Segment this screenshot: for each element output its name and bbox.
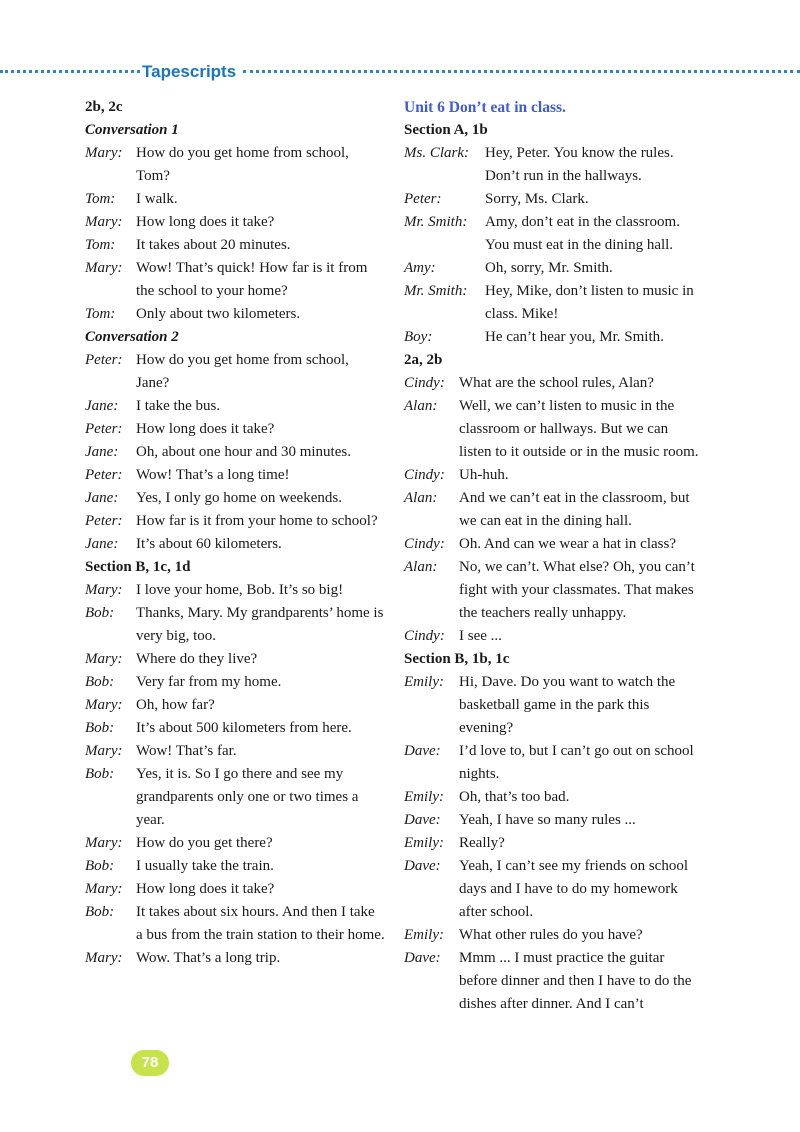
speaker-name: Bob:	[85, 674, 115, 690]
dialogue-text: It takes about 20 minutes.	[136, 237, 291, 253]
speaker-name: Mary:	[85, 950, 123, 966]
speaker-name: Emily:	[404, 835, 444, 851]
dialogue-line	[85, 740, 385, 763]
dialogue-line	[404, 924, 704, 947]
dialogue-line	[404, 671, 704, 740]
dialogue-text: Sorry, Ms. Clark.	[485, 191, 589, 207]
dialogue-line	[404, 257, 704, 280]
page-header	[0, 60, 800, 84]
dialogue-line	[85, 464, 385, 487]
speaker-name: Cindy:	[404, 628, 445, 644]
dialogue-line	[85, 694, 385, 717]
dialogue-line	[404, 786, 704, 809]
dialogue-text: Yes, it is. So I go there and see my grandparents only one or two times a year.	[136, 766, 359, 828]
dialogue-line	[85, 211, 385, 234]
speaker-name: Peter:	[85, 467, 123, 483]
dialogue-text: Really?	[459, 835, 505, 851]
part-2-title: 2a, 2b	[404, 352, 443, 368]
left-column	[85, 96, 385, 970]
dialogue-line	[85, 832, 385, 855]
section-b-title-right: Section B, 1b, 1c	[404, 651, 510, 667]
speaker-name: Emily:	[404, 927, 444, 943]
speaker-name: Ms. Clark:	[404, 145, 469, 161]
dialogue-text: How long does it take?	[136, 421, 275, 437]
speaker-name: Bob:	[85, 904, 115, 920]
dialogue-line	[85, 671, 385, 694]
speaker-name: Peter:	[85, 352, 123, 368]
part-2-dialogue	[404, 372, 704, 648]
section-a-title: Section A, 1b	[404, 122, 488, 138]
unit-title: Unit 6 Don’t eat in class.	[404, 99, 566, 116]
dialogue-line	[85, 648, 385, 671]
speaker-name: Bob:	[85, 605, 115, 621]
dialogue-text: Well, we can’t listen to music in the classroom or hallways. But we can listen to it outside or in the music room.	[459, 398, 699, 460]
dialogue-text: Where do they live?	[136, 651, 258, 667]
speaker-name: Peter:	[404, 191, 442, 207]
section-b-dialogue	[85, 579, 385, 970]
header-dots-right	[243, 70, 800, 73]
dialogue-line	[85, 234, 385, 257]
speaker-name: Cindy:	[404, 375, 445, 391]
page-number-badge: 78	[131, 1050, 169, 1076]
dialogue-line	[85, 901, 385, 947]
speaker-name: Emily:	[404, 789, 444, 805]
dialogue-line	[85, 418, 385, 441]
dialogue-line	[85, 303, 385, 326]
dialogue-text: Yes, I only go home on weekends.	[136, 490, 342, 506]
dialogue-line	[85, 487, 385, 510]
dialogue-text: Uh-huh.	[459, 467, 509, 483]
dialogue-text: What other rules do you have?	[459, 927, 643, 943]
dialogue-line	[85, 349, 385, 395]
speaker-name: Peter:	[85, 421, 123, 437]
conversation-1	[85, 142, 385, 326]
dialogue-line	[85, 947, 385, 970]
dialogue-text: Oh, sorry, Mr. Smith.	[485, 260, 613, 276]
speaker-name: Dave:	[404, 812, 441, 828]
dialogue-text: Yeah, I can’t see my friends on school days and I have to do my homework after school.	[459, 858, 688, 920]
dialogue-line	[85, 142, 385, 188]
speaker-name: Mary:	[85, 260, 123, 276]
speaker-name: Boy:	[404, 329, 433, 345]
dialogue-text: Mmm ... I must practice the guitar before dinner and then I have to do the dishes after dinner. And I can’t	[459, 950, 692, 1012]
dialogue-line	[85, 441, 385, 464]
dialogue-text: How do you get there?	[136, 835, 273, 851]
dialogue-text: How do you get home from school, Jane?	[136, 352, 349, 391]
dialogue-line	[404, 740, 704, 786]
dialogue-text: Oh. And can we wear a hat in class?	[459, 536, 677, 552]
dialogue-line	[404, 556, 704, 625]
speaker-name: Mary:	[85, 214, 123, 230]
conversation-1-title: Conversation 1	[85, 122, 179, 138]
speaker-name: Cindy:	[404, 536, 445, 552]
speaker-name: Dave:	[404, 743, 441, 759]
speaker-name: Amy:	[404, 260, 436, 276]
speaker-name: Tom:	[85, 237, 116, 253]
speaker-name: Jane:	[85, 444, 119, 460]
dialogue-text: How long does it take?	[136, 214, 275, 230]
speaker-name: Tom:	[85, 306, 116, 322]
speaker-name: Bob:	[85, 858, 115, 874]
dialogue-text: What are the school rules, Alan?	[459, 375, 654, 391]
speaker-name: Mary:	[85, 145, 123, 161]
dialogue-line	[85, 763, 385, 832]
dialogue-line	[85, 855, 385, 878]
speaker-name: Jane:	[85, 536, 119, 552]
dialogue-text: Yeah, I have so many rules ...	[459, 812, 636, 828]
dialogue-text: He can’t hear you, Mr. Smith.	[485, 329, 664, 345]
dialogue-line	[404, 855, 704, 924]
dialogue-text: How far is it from your home to school?	[136, 513, 378, 529]
dialogue-text: I walk.	[136, 191, 178, 207]
section-heading: 2b, 2c	[85, 99, 123, 115]
dialogue-text: I usually take the train.	[136, 858, 274, 874]
speaker-name: Mary:	[85, 697, 123, 713]
speaker-name: Peter:	[85, 513, 123, 529]
dialogue-text: Amy, don’t eat in the classroom. You must eat in the dining hall.	[485, 214, 680, 253]
dialogue-line	[404, 280, 704, 326]
dialogue-line	[404, 142, 704, 188]
speaker-name: Mr. Smith:	[404, 214, 468, 230]
dialogue-line	[85, 579, 385, 602]
dialogue-line	[85, 510, 385, 533]
dialogue-text: And we can’t eat in the classroom, but we can eat in the dining hall.	[459, 490, 690, 529]
speaker-name: Mary:	[85, 881, 123, 897]
dialogue-line	[404, 464, 704, 487]
dialogue-line	[404, 533, 704, 556]
speaker-name: Mary:	[85, 651, 123, 667]
right-column	[404, 96, 704, 1016]
conversation-2	[85, 349, 385, 556]
page-header-title: Tapescripts	[142, 62, 237, 81]
dialogue-text: Only about two kilometers.	[136, 306, 301, 322]
speaker-name: Mary:	[85, 743, 123, 759]
dialogue-line	[404, 832, 704, 855]
dialogue-text: Wow! That’s a long time!	[136, 467, 290, 483]
dialogue-line	[85, 257, 385, 303]
speaker-name: Tom:	[85, 191, 116, 207]
dialogue-line	[404, 188, 704, 211]
speaker-name: Jane:	[85, 398, 119, 414]
speaker-name: Dave:	[404, 950, 441, 966]
speaker-name: Emily:	[404, 674, 444, 690]
dialogue-line	[404, 326, 704, 349]
speaker-name: Cindy:	[404, 467, 445, 483]
dialogue-line	[404, 211, 704, 257]
dialogue-text: It takes about six hours. And then I take a bus from the train station to their home.	[136, 904, 385, 943]
dialogue-line	[404, 809, 704, 832]
dialogue-line	[404, 947, 704, 1016]
speaker-name: Bob:	[85, 720, 115, 736]
dialogue-line	[404, 487, 704, 533]
dialogue-text: Oh, about one hour and 30 minutes.	[136, 444, 351, 460]
speaker-name: Alan:	[404, 559, 438, 575]
dialogue-text: Wow! That’s quick! How far is it from the school to your home?	[136, 260, 368, 299]
dialogue-text: It’s about 500 kilometers from here.	[136, 720, 352, 736]
dialogue-line	[85, 188, 385, 211]
dialogue-line	[85, 533, 385, 556]
dialogue-text: Thanks, Mary. My grandparents’ home is very big, too.	[136, 605, 384, 644]
dialogue-text: Wow! That’s far.	[136, 743, 237, 759]
dialogue-line	[404, 625, 704, 648]
dialogue-text: Hey, Peter. You know the rules. Don’t run in the hallways.	[485, 145, 674, 184]
dialogue-text: How do you get home from school, Tom?	[136, 145, 349, 184]
dialogue-text: Oh, that’s too bad.	[459, 789, 570, 805]
dialogue-line	[85, 395, 385, 418]
dialogue-line	[85, 602, 385, 648]
dialogue-text: No, we can’t. What else? Oh, you can’t fight with your classmates. That makes the teachers really unhappy.	[459, 559, 695, 621]
dialogue-line	[85, 878, 385, 901]
dialogue-text: Hey, Mike, don’t listen to music in class. Mike!	[485, 283, 694, 322]
speaker-name: Jane:	[85, 490, 119, 506]
dialogue-text: I’d love to, but I can’t go out on school nights.	[459, 743, 694, 782]
dialogue-text: I take the bus.	[136, 398, 221, 414]
speaker-name: Alan:	[404, 490, 438, 506]
section-b-title: Section B, 1c, 1d	[85, 559, 191, 575]
section-b-dialogue-right	[404, 671, 704, 1016]
section-a-dialogue	[404, 142, 704, 349]
speaker-name: Alan:	[404, 398, 438, 414]
speaker-name: Mary:	[85, 835, 123, 851]
dialogue-text: Oh, how far?	[136, 697, 215, 713]
dialogue-text: Very far from my home.	[136, 674, 282, 690]
dialogue-text: I love your home, Bob. It’s so big!	[136, 582, 344, 598]
dialogue-text: It’s about 60 kilometers.	[136, 536, 282, 552]
dialogue-text: I see ...	[459, 628, 502, 644]
conversation-2-title: Conversation 2	[85, 329, 179, 345]
speaker-name: Mary:	[85, 582, 123, 598]
dialogue-line	[85, 717, 385, 740]
dialogue-line	[404, 395, 704, 464]
dialogue-text: Wow. That’s a long trip.	[136, 950, 281, 966]
dialogue-line	[404, 372, 704, 395]
dialogue-text: How long does it take?	[136, 881, 275, 897]
speaker-name: Dave:	[404, 858, 441, 874]
speaker-name: Mr. Smith:	[404, 283, 468, 299]
dialogue-text: Hi, Dave. Do you want to watch the basketball game in the park this evening?	[459, 674, 676, 736]
header-dots-left	[0, 70, 140, 73]
speaker-name: Bob:	[85, 766, 115, 782]
